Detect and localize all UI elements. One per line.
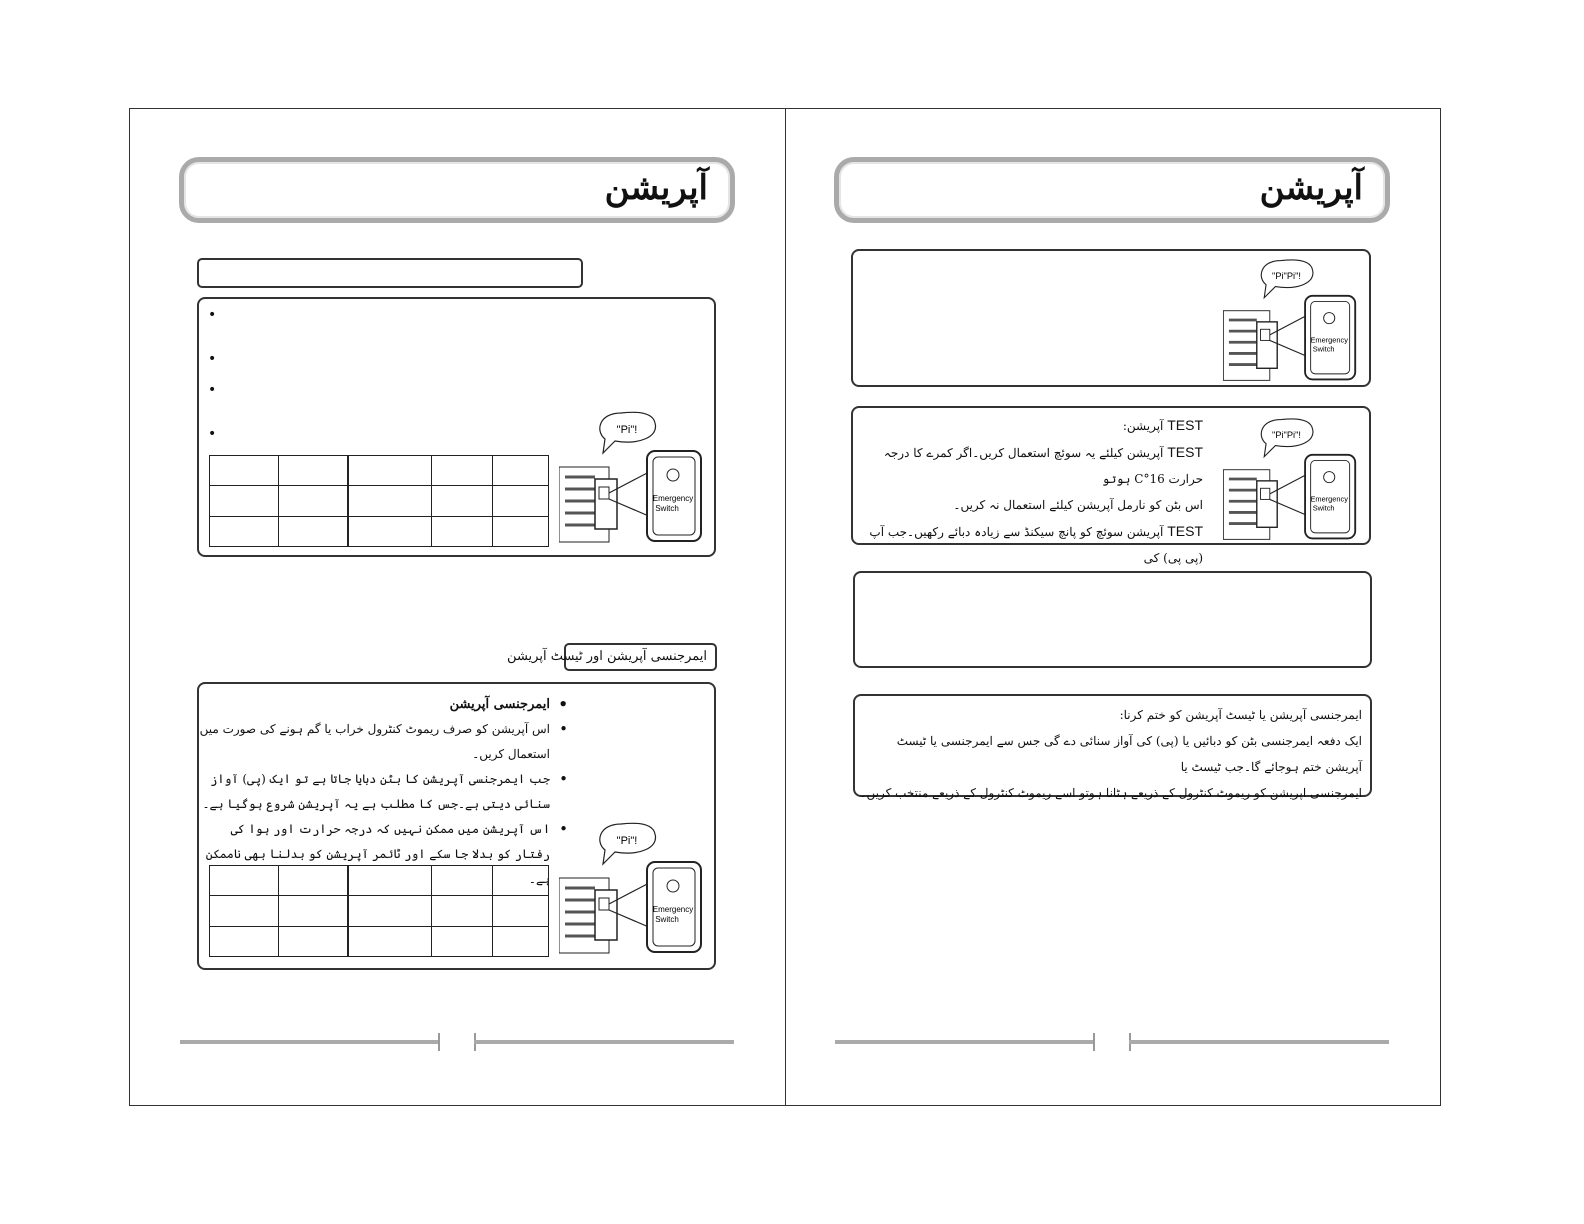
- right-empty-panel: [853, 571, 1372, 668]
- left-top-panel: [197, 297, 716, 557]
- right-footer-rule-right: [1129, 1040, 1389, 1044]
- test-line-3: TEST آپریشن سوئچ کو پانچ سیکنڈ سے زیادہ دبائے رکھیں۔جب آپ (پی پی) کی: [869, 523, 1203, 565]
- left-empty-label-box: [197, 258, 583, 288]
- sound-bubble-text: "Pi"Pi"!: [1272, 271, 1301, 282]
- emergency-switch-illustration: [1223, 414, 1363, 544]
- emergency-heading: • ایمرجنسی آپریشن: [198, 692, 568, 717]
- switch-label-line2: Switch: [1312, 344, 1335, 354]
- left-page-title-box: [179, 157, 735, 223]
- sound-bubble-text: "Pi"!: [616, 835, 638, 847]
- page-divider: [785, 108, 786, 1106]
- switch-label-line2: Switch: [1312, 503, 1335, 513]
- end-line-1: ایک دفعہ ایمرجنسی بٹن کو دبائیں یا (پی) کی آواز سنائی دے گی جس سے ایمرجنسی یا ٹیسٹ آپریشن ختم ہوجائے گا۔جب ٹیسٹ یا: [896, 734, 1362, 774]
- emergency-section-label: [507, 643, 717, 671]
- switch-label-line1: Emergency: [1310, 335, 1348, 345]
- emergency-operation-list: [198, 692, 568, 892]
- end-operation-panel: [853, 694, 1372, 800]
- test-operation-panel: [851, 406, 1371, 565]
- bullet-marker: •: [208, 382, 217, 398]
- right-top-panel: [851, 249, 1371, 387]
- left-footer-tick: [438, 1033, 440, 1051]
- emergency-section-label-text: ایمرجنسی آپریشن اور ٹیسٹ آپریشن: [507, 649, 707, 664]
- list-item: • اس آپریشن میں ممکن نہیں کہ درجہ حرارت اور ہوا کی رفتار کو بدلا جا سکے اور ٹائمر آپریشن کو بدلنا بھی ناممکن ہے۔: [198, 817, 568, 892]
- bullet-marker: •: [208, 426, 217, 442]
- settings-table-empty: [209, 455, 549, 547]
- test-line-1: TEST آپریشن کیلئے یہ سوئچ استعمال کریں۔اگر کمرے کا درجہ حرارت 16°C ہوتو: [883, 444, 1203, 486]
- left-footer-rule-right: [474, 1040, 734, 1044]
- bullet-marker: •: [208, 307, 217, 323]
- left-footer-rule-left: [180, 1040, 440, 1044]
- switch-label-line1: Emergency: [652, 905, 694, 914]
- switch-label-line1: Emergency: [652, 494, 694, 503]
- list-item: • اس آپریشن کو صرف ریموٹ کنٹرول خراب یا گم ہونے کی صورت میں استعمال کریں۔: [198, 717, 568, 767]
- end-line-2: ایمرجنسی اپریشن کو ریموٹ کنٹرول کے ذریعے ہٹانا ہوتو اسے ریموٹ کنٹرول کے ذریعے منتخب کریں۔: [859, 786, 1362, 800]
- emergency-table-empty: [209, 865, 549, 957]
- right-page-title: آپریشن: [1259, 168, 1363, 208]
- end-operation-text: [859, 702, 1362, 806]
- right-footer-tick: [1093, 1033, 1095, 1051]
- right-footer-rule-left: [835, 1040, 1095, 1044]
- sound-bubble-text: "Pi"!: [616, 424, 638, 436]
- bullet-marker: •: [208, 351, 217, 367]
- right-page-title-box: [834, 157, 1390, 223]
- test-heading: TEST آپریشن:: [1122, 417, 1203, 433]
- emergency-operation-panel: [197, 682, 716, 970]
- list-item: • جب ایمرجنسی آپریشن کا بٹن دبایا جاتا ہے تو ایک (پی) آواز سنائی دیتی ہے۔جس کا مطلب ہے یہ آپریشن شروع ہوگیا ہے۔: [198, 767, 568, 817]
- switch-label-line2: Switch: [655, 504, 679, 513]
- switch-label-line2: Switch: [655, 915, 679, 924]
- switch-label-line1: Emergency: [1310, 494, 1348, 504]
- test-line-2: اس بٹن کو نارمل آپریشن کیلئے استعمال نہ کریں۔: [953, 498, 1203, 512]
- emergency-switch-illustration: [559, 407, 709, 547]
- emergency-switch-illustration: [1223, 255, 1363, 385]
- end-heading: ایمرجنسی آپریشن یا ٹیسٹ آپریشن کو ختم کرنا:: [1119, 708, 1362, 722]
- emergency-switch-illustration: [559, 818, 709, 958]
- left-page-title: آپریشن: [604, 168, 708, 208]
- sound-bubble-text: "Pi"Pi"!: [1272, 430, 1301, 441]
